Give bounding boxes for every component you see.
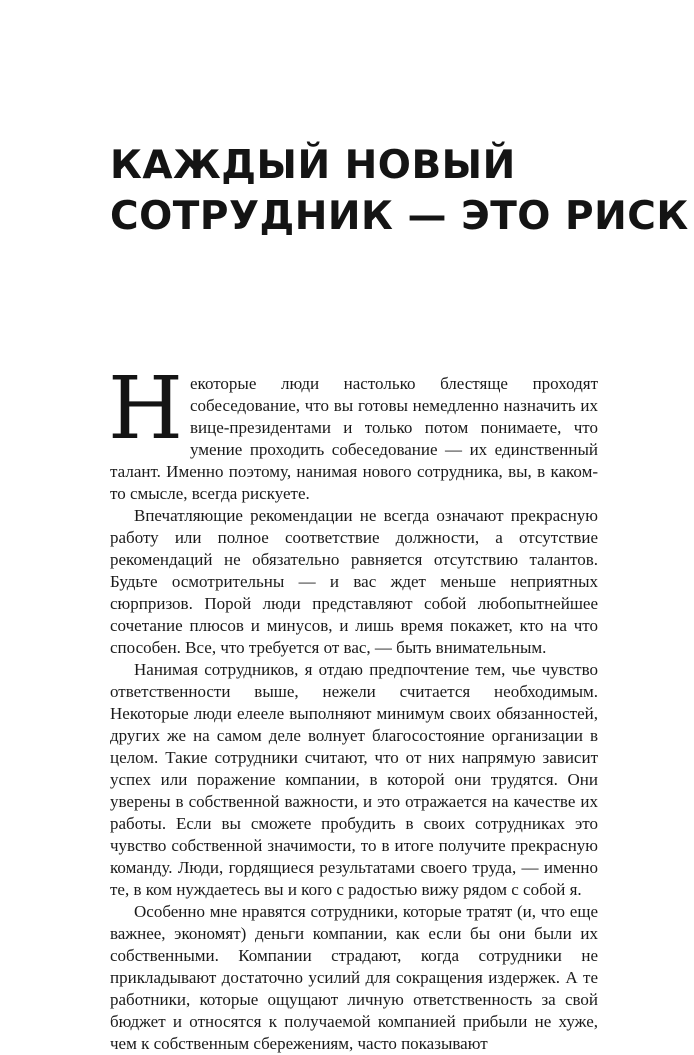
- chapter-title: [110, 140, 689, 242]
- chapter-title-line-2: СОТРУДНИК — ЭТО РИСК: [110, 194, 689, 239]
- paragraph-1: [108, 359, 598, 505]
- paragraph-4: Особенно мне нравятся сотрудники, которые тратят (и, что еще важнее, экономят) деньги компании, как если бы они были их собственными. Компании страдают, когда сотрудники не прикладывают достаточно усилий для сокращения издержек. А те работники, которые ощущают личную ответственность за свой бюджет и относятся к получаемой компанией прибыли не хуже, чем к собственным сбережениям, часто показывают: [110, 902, 598, 1053]
- drop-cap: Н: [108, 359, 183, 459]
- paragraph-1-text: екоторые люди настолько блестяще проходят собеседование, что вы готовы немедленно назначить их вице-президентами и только потом понимаете, что умение проходить собеседование — их единственный талант. Именно поэтому, нанимая нового сотрудника, вы, в каком-то смысле, всегда рискуете.: [110, 374, 598, 503]
- paragraph-3: Нанимая сотрудников, я отдаю предпочтение тем, чье чувство ответственности выше, нежели считается необходимым. Некоторые люди елееле выполняют минимум своих обязанностей, других же на самом деле волнует благосостояние организации в целом. Такие сотрудники считают, что от них напрямую зависит успех или поражение компании, в которой они трудятся. Они уверены в собственной важности, и это отражается на качестве их работы. Если вы сможете пробудить в своих сотрудниках это чувство собственной значимости, то в итоге получите прекрасную команду. Люди, гордящиеся результатами своего труда, — именно те, в ком нуждаетесь вы и кого с радостью вижу рядом с собой я.: [110, 660, 598, 899]
- paragraph-2: Впечатляющие рекомендации не всегда означают прекрасную работу или полное соответствие должности, а отсутствие рекомендаций не обязательно равняется отсутствию талантов. Будьте осмотрительны — и вас ждет меньше неприятных сюрпризов. Порой люди представляют собой любопытнейшее сочетание плюсов и минусов, и лишь время покажет, кто на что способен. Все, что требуется от вас, — быть внимательным.: [110, 506, 598, 657]
- chapter-body: [108, 359, 598, 1055]
- chapter-title-line-1: КАЖДЫЙ НОВЫЙ: [110, 143, 516, 188]
